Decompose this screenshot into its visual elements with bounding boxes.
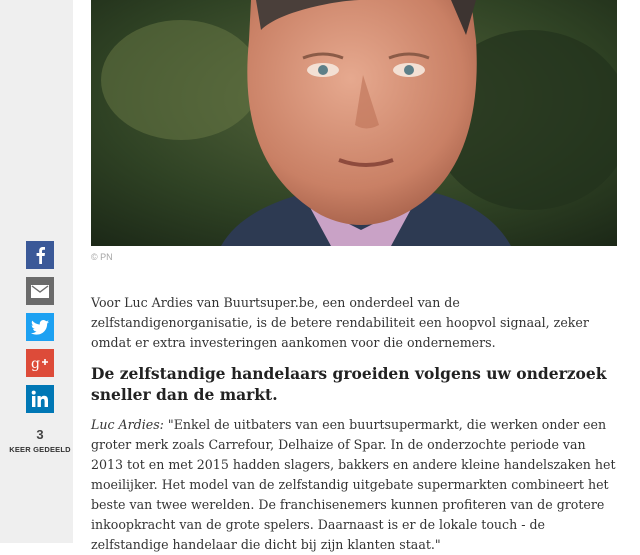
answer-text: "Enkel de uitbaters van een buurtsupermarkt, die werken onder een groter merk zoals Carrefour, Delhaize of Spar. In de onderzochte periode van 2013 tot en met 2015 hadden slagers, bakkers en andere kleine handelszaken het moeilijker. Het model van de zelfstandig uitgebate supermarkten combineert het beste van twee werelden. De franchisenemers kunnen profiteren van de grotere inkoopkracht van de grote spelers. Daarnaast is er de lokale touch - de zelfstandige handelaar die dicht bij zijn klanten staat.": [91, 417, 616, 552]
share-sidebar: [0, 0, 73, 543]
article-question-heading: De zelfstandige handelaars groeiden volgens uw onderzoek sneller dan de markt.: [91, 364, 607, 404]
article-intro-paragraph: Voor Luc Ardies van Buurtsuper.be, een onderdeel van de zelfstandigenorganisatie, is de betere rendabiliteit een hoopvol signaal, zeker omdat er extra investeringen aankomen voor die ondernemers.: [91, 295, 589, 350]
email-share-button[interactable]: [26, 277, 54, 305]
linkedin-share-button[interactable]: [26, 385, 54, 413]
google-plus-icon: [30, 355, 50, 371]
twitter-share-button[interactable]: [26, 313, 54, 341]
facebook-icon: [33, 246, 47, 264]
image-credit: © PN: [91, 252, 113, 262]
facebook-share-button[interactable]: [26, 241, 54, 269]
portrait-image: [91, 0, 617, 246]
share-count: 3: [36, 427, 44, 442]
twitter-icon: [31, 320, 49, 335]
mail-icon: [31, 285, 49, 298]
google-plus-share-button[interactable]: [26, 349, 54, 377]
share-count-label: KEER GEDEELD: [9, 445, 71, 454]
answer-speaker: Luc Ardies:: [91, 417, 164, 432]
article-photo: [91, 0, 617, 246]
svg-text:g: g: [31, 356, 40, 371]
linkedin-icon: [31, 390, 49, 408]
article-answer-paragraph: [91, 415, 621, 555]
